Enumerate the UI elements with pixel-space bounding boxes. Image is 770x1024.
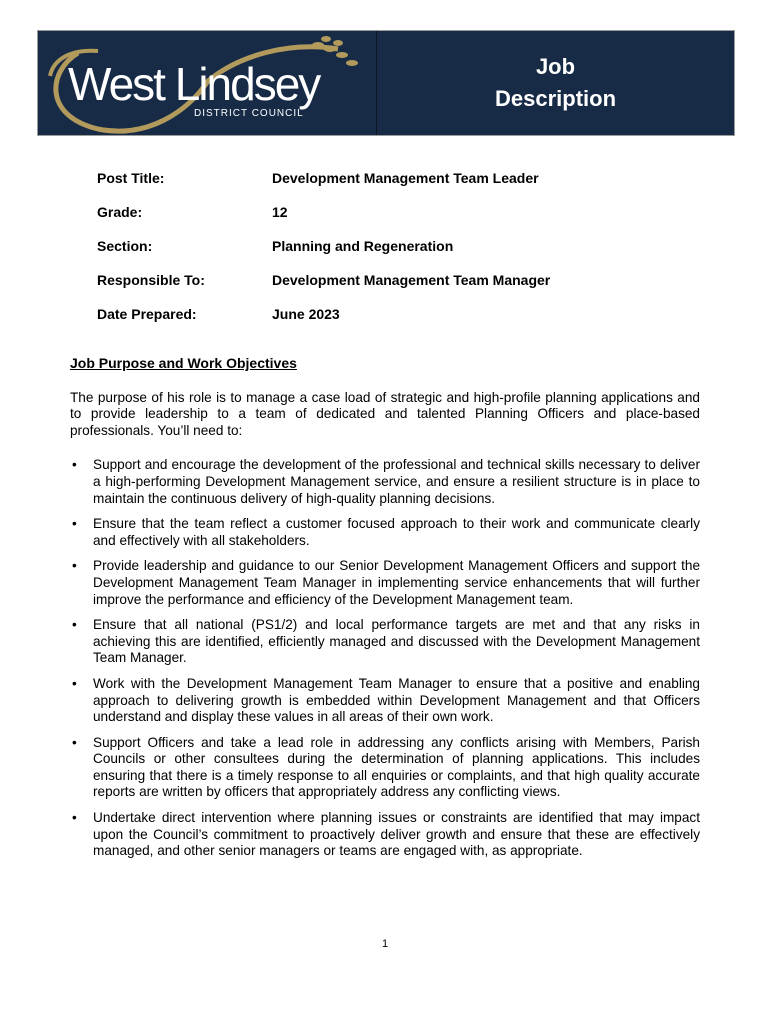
info-label: Grade: <box>97 204 143 220</box>
list-item: • Ensure that the team reflect a customer focused approach to their work and communicate clearly and effectively with all stakeholders. <box>70 516 700 549</box>
info-row <box>97 170 550 204</box>
info-value: 12 <box>272 204 288 220</box>
title-line: Description <box>494 86 617 111</box>
section-heading: Job Purpose and Work Objectives <box>70 355 297 371</box>
list-item: • Provide leadership and guidance to our Senior Development Management Officers and support the Development Management Team Manager in implementing service enhancements that will further improve the performance and efficiency of the Development Management team. <box>70 558 700 608</box>
info-label: Date Prepared: <box>97 306 197 322</box>
page-number: 1 <box>381 938 389 950</box>
list-item: • Ensure that all national (PS1/2) and local performance targets are met and that any risks in achieving this are identified, efficiently managed and discussed with the Development Management Team Manager. <box>70 617 700 667</box>
intro-paragraph: The purpose of his role is to manage a case load of strategic and high-profile planning applications and to provide leadership to a team of dedicated and talented Planning Officers and place-based professionals. You’ll need to: <box>70 389 700 438</box>
header-banner <box>37 30 735 136</box>
objectives-list <box>70 457 700 859</box>
list-item: • Support Officers and take a lead role in addressing any conflicts arising with Members, Parish Councils or other consultees during the determination of planning applications. This includes ensuring that there is a timely response to all enquiries or complaints, and that high quality accurate reports are written by officers that appropriately address any conflicting views. <box>70 735 700 801</box>
info-value: Development Management Team Manager <box>272 272 551 288</box>
info-row <box>97 204 550 238</box>
list-item: • Support and encourage the development of the professional and technical skills necessary to deliver a high-performing Development Management service, and ensure a resilient structure is in place to maintain the continuous delivery of high-quality planning decisions. <box>70 457 700 507</box>
logo-wordmark: West Lindsey <box>68 58 320 110</box>
info-label: Section: <box>97 238 153 254</box>
info-row <box>97 238 550 272</box>
info-value: Planning and Regeneration <box>272 238 454 254</box>
logo-subtitle: DISTRICT COUNCIL <box>194 108 304 119</box>
info-value: Development Management Team Leader <box>272 170 539 186</box>
info-row <box>97 306 550 340</box>
info-row <box>97 272 550 306</box>
job-purpose-section <box>70 355 700 869</box>
list-item: • Work with the Development Management Team Manager to ensure that a positive and enabling approach to delivering growth is embedded within Development Management and that Officers understand and display these values in all areas of their own work. <box>70 676 700 726</box>
document-title <box>377 31 734 135</box>
job-info-table <box>97 170 550 340</box>
info-label: Post Title: <box>97 170 165 186</box>
list-item: • Undertake direct intervention where planning issues or constraints are identified that may impact upon the Council’s commitment to proactively deliver growth and ensure that these are effectively managed, and other senior managers or teams are engaged with, as appropriate. <box>70 810 700 860</box>
west-lindsey-logo <box>38 31 377 135</box>
info-value: June 2023 <box>272 306 340 322</box>
title-line: Job <box>535 54 576 79</box>
info-label: Responsible To: <box>97 272 205 288</box>
